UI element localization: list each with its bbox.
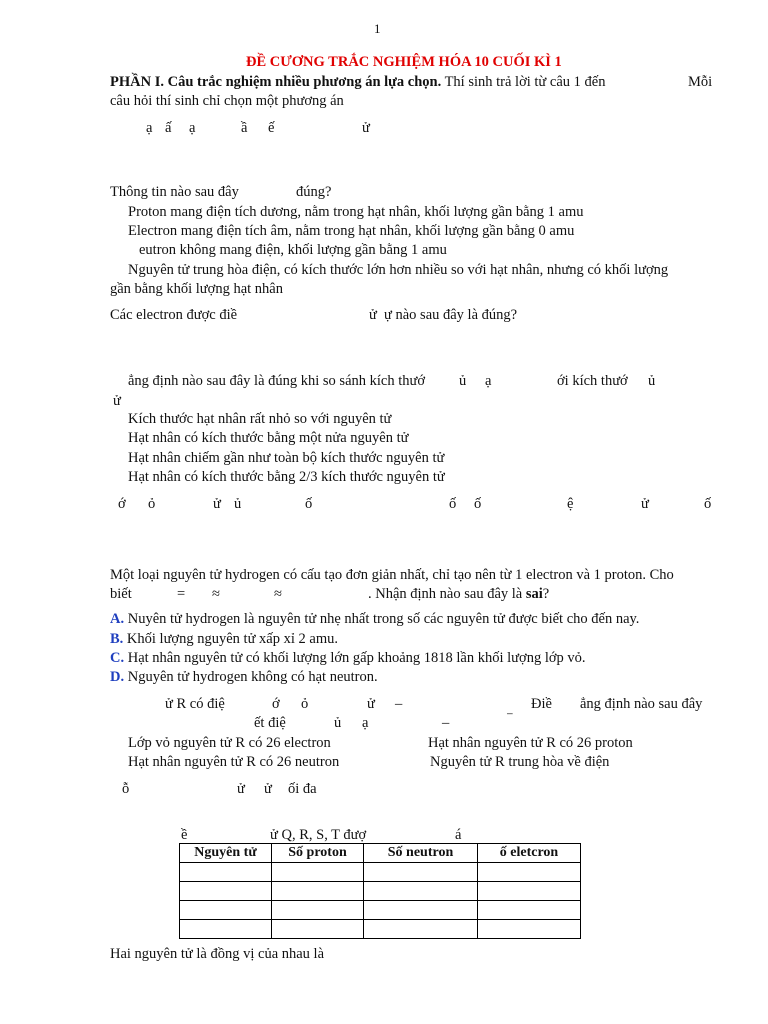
q6-stem-b: ớ (272, 696, 280, 712)
q4-fragment: ố (474, 496, 482, 512)
col-header-neutron: Số neutron (364, 844, 478, 863)
q6-stem-g: ẳng định nào sau đây (580, 696, 703, 712)
table-row (180, 901, 581, 920)
q2-stem-a: Các electron được điề (110, 307, 238, 323)
q3-option-c: Hạt nhân chiếm gần như toàn bộ kích thước nguyên tử (128, 450, 445, 466)
table-row (180, 920, 581, 939)
q7-fragment: ối đa (288, 781, 317, 797)
page-number: 1 (374, 21, 381, 36)
q3-option-a: Kích thước hạt nhân rất nhỏ so với nguyên tử (128, 411, 392, 427)
q5-stem-line1: Một loại nguyên tử hydrogen có cấu tạo đơn giản nhất, chỉ tạo nên từ 1 electron và 1 proton. Cho (110, 567, 674, 583)
part1-intro (110, 73, 605, 91)
q6-option-b: Hạt nhân nguyên tử R có 26 proton (428, 735, 633, 751)
q4-fragment: ủ (234, 496, 242, 512)
q5-stem2-a: biết (110, 586, 132, 602)
q6-line2-d: – (442, 715, 450, 731)
table-header-row (180, 844, 581, 863)
q6-line2-c: ạ (362, 715, 369, 731)
q1-option-d-line1: Nguyên tử trung hòa điện, có kích thước lớn hơn nhiều so với hạt nhân, nhưng có khối lượng (128, 262, 669, 278)
table-row (180, 882, 581, 901)
q8-after-table: Hai nguyên tử là đồng vị của nhau là (110, 946, 325, 962)
q5-option-b-text: Khối lượng nguyên tử xấp xỉ 2 amu. (126, 631, 338, 647)
table-cell (364, 920, 478, 939)
table-row (180, 863, 581, 882)
q3-stem-b: ới kích thướ (557, 373, 628, 389)
col-header-proton: Số proton (272, 844, 364, 863)
table-cell (272, 901, 364, 920)
table-cell (272, 920, 364, 939)
q3-fragment: ủ (648, 373, 656, 389)
q4-fragment: ử (641, 496, 649, 512)
part1-heading: PHẦN I. Câu trắc nghiệm nhiều phương án lựa chọn. (110, 74, 442, 90)
table-cell (478, 920, 581, 939)
q3-fragment: ạ (485, 373, 492, 389)
q4-fragment: ệ (567, 496, 574, 512)
q1-option-d-line2: gần bằng khối lượng hạt nhân (110, 281, 283, 297)
option-letter-a: A. (110, 611, 125, 627)
option-letter-c: C. (110, 650, 125, 666)
table-cell (364, 863, 478, 882)
col-header-atom: Nguyên tử (180, 844, 272, 863)
q3-fragment: ử (113, 393, 121, 409)
q6-stem-c: ỏ (301, 696, 309, 712)
table-cell (478, 901, 581, 920)
table-cell (180, 901, 272, 920)
part1-fragment: ế (268, 120, 275, 136)
q1-stem-a: Thông tin nào sau đây (110, 184, 239, 200)
q5-option-b (110, 630, 338, 648)
q6-stem-d: ử (367, 696, 375, 712)
table-cell (272, 863, 364, 882)
part1-fragment: ấ (165, 120, 172, 136)
q6-stem-f: Điề (531, 696, 552, 712)
q6-line2-a: ết điệ (254, 715, 286, 731)
table-cell (180, 882, 272, 901)
q5-sai: sai (525, 586, 543, 602)
q5-option-c (110, 649, 586, 667)
q6-line2-e: ⁻ (506, 709, 514, 725)
q5-stem2-tail (368, 585, 549, 603)
col-header-electron: ố eletcron (478, 844, 581, 863)
q1-stem-b: đúng? (296, 184, 332, 200)
q5-stem2-d: ≈ (274, 586, 282, 602)
q5-option-d-text: Nguyên tử hydrogen không có hạt neutron. (127, 669, 378, 685)
part1-intro-tail: Thí sinh trả lời từ câu 1 đến (441, 74, 606, 90)
q5-option-d (110, 668, 378, 686)
table-cell (180, 863, 272, 882)
q1-option-a: Proton mang điện tích dương, nằm trong hạt nhân, khối lượng gần bằng 1 amu (128, 204, 584, 220)
q4-fragment: ố (305, 496, 313, 512)
q4-fragment: ử (213, 496, 221, 512)
q7-fragment: ử (264, 781, 272, 797)
q4-fragment: ỏ (148, 496, 156, 512)
q6-stem-e: – (395, 696, 403, 712)
table-cell (272, 882, 364, 901)
q1-option-c: eutron không mang điện, khối lượng gần bằng 1 amu (139, 242, 447, 258)
q2-stem-b: ử (369, 307, 377, 323)
q3-option-d: Hạt nhân có kích thước bằng 2/3 kích thước nguyên tử (128, 469, 445, 485)
part1-fragment: ạ (146, 120, 153, 136)
table-cell (478, 882, 581, 901)
q4-fragment: ố (704, 496, 712, 512)
q7-fragment: ỗ (122, 781, 130, 797)
part1-fragment: ử (362, 120, 370, 136)
q4-fragment: ớ (118, 496, 126, 512)
q3-stem-a: ẳng định nào sau đây là đúng khi so sánh kích thướ (128, 373, 426, 389)
q6-stem-a: ử R có điệ (165, 696, 225, 712)
table-cell (180, 920, 272, 939)
q5-option-c-text: Hạt nhân nguyên tử có khối lượng lớn gấp khoảng 1818 lần khối lượng lớp vỏ. (127, 650, 586, 666)
q3-fragment: ủ (459, 373, 467, 389)
q7-fragment: ử (237, 781, 245, 797)
option-letter-d: D. (110, 669, 125, 685)
q3-option-b: Hạt nhân có kích thước bằng một nửa nguyên tử (128, 430, 409, 446)
q1-option-b: Electron mang điện tích âm, nằm trong hạt nhân, khối lượng gần bằng 0 amu (128, 223, 575, 239)
q6-option-a: Lớp vỏ nguyên tử R có 26 electron (128, 735, 331, 751)
part1-fragment: ầ (241, 120, 248, 136)
q5-stem2-end: ? (542, 586, 550, 602)
part1-fragment: ạ (189, 120, 196, 136)
q5-stem2-b: = (177, 586, 186, 602)
q6-option-c: Hạt nhân nguyên tử R có 26 neutron (128, 754, 340, 770)
option-letter-b: B. (110, 631, 124, 647)
table-cell (478, 863, 581, 882)
q5-stem2-c: ≈ (212, 586, 220, 602)
q6-option-d: Nguyên tử R trung hòa về điện (430, 754, 610, 770)
part1-intro-right: Mỗi (688, 74, 713, 90)
q2-stem-c: ự nào sau đây là đúng? (384, 307, 518, 323)
q4-fragment: ố (449, 496, 457, 512)
table-cell (364, 882, 478, 901)
q8-stem-c: á (455, 827, 462, 843)
q5-option-a-text: Nuyên tử hydrogen là nguyên tử nhẹ nhất trong số các nguyên tử được biết cho đến nay. (127, 611, 640, 627)
document-title: ĐỀ CƯƠNG TRẮC NGHIỆM HÓA 10 CUỐI KÌ 1 (246, 54, 562, 70)
q6-line2-b: ủ (334, 715, 342, 731)
atom-table (179, 843, 581, 939)
part1-line2: câu hỏi thí sinh chỉ chọn một phương án (110, 93, 344, 109)
q8-stem-a: ề (181, 827, 188, 843)
table-cell (364, 901, 478, 920)
q5-option-a (110, 610, 639, 628)
q5-stem2-e: . Nhận định nào sau đây là (368, 586, 526, 602)
q8-stem-b: ử Q, R, S, T đượ (270, 827, 367, 843)
